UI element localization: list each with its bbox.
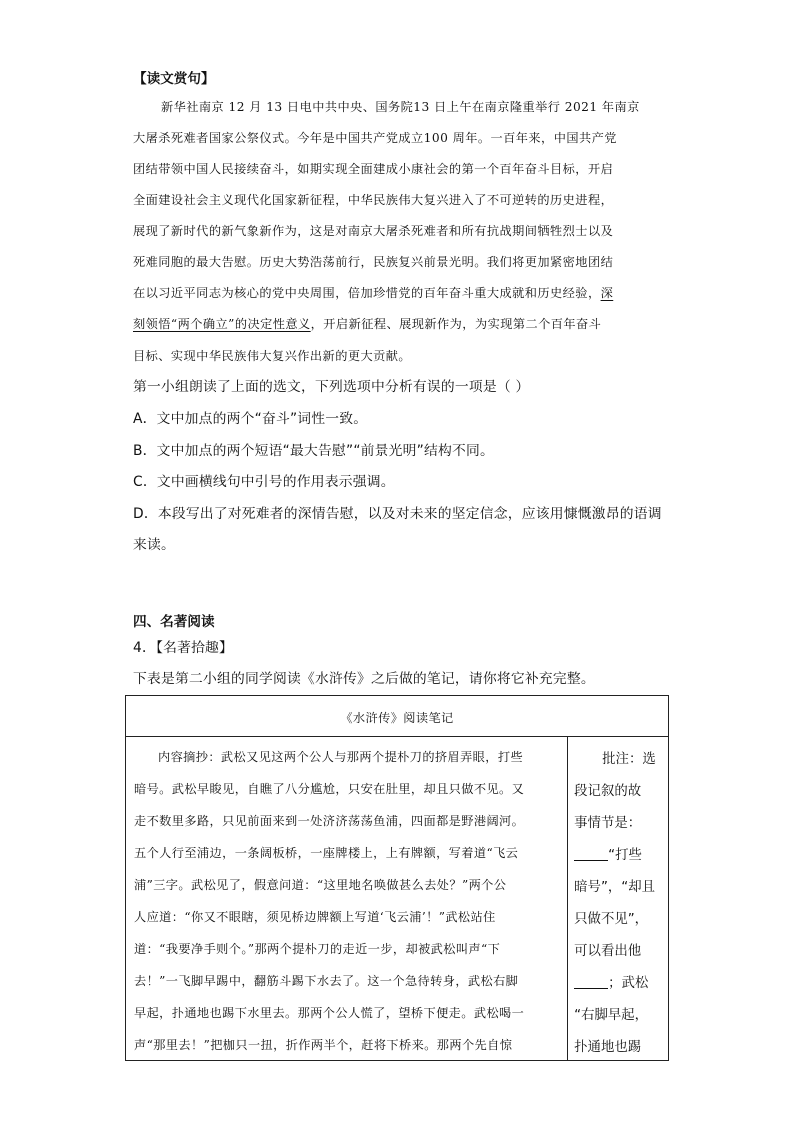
table-title-cell xyxy=(126,696,669,737)
answer-blank-2[interactable] xyxy=(574,975,608,989)
passage-line-9: 目标、实现中华民族伟大复兴作出新的更大贡献。 xyxy=(133,349,412,363)
excerpt-line-9: 早起，扑通地也踢下水里去。那两个公人慌了，望桥下便走。武松喝一 xyxy=(134,1006,525,1020)
underlined-phrase-start: 深 xyxy=(600,286,614,300)
passage-line-3: 团结带领中国人民接续奋斗，如期实现全面建成小康社会的第一个百年奋斗目标，开启 xyxy=(133,162,614,176)
comment-line-3: 事情节是： xyxy=(574,816,642,831)
option-d: D．本段写出了对死难者的深情告慰，以及对未来的坚定信念，应该用慷慨激昂的语调 xyxy=(133,506,662,522)
option-d-continued: 来读。 xyxy=(133,537,175,553)
option-a: A．文中加点的两个“奋斗”词性一致。 xyxy=(133,411,368,427)
excerpt-line-10: 声“那里去！”把枷只一扭，折作两半个，赶将下桥来。那两个先自惊 xyxy=(134,1038,513,1052)
comment-line-5: 暗号”，“却且 xyxy=(574,880,655,895)
passage-line-4: 全面建设社会主义现代化国家新征程，中华民族伟大复兴进入了不可逆转的历史进程， xyxy=(133,193,614,207)
comment-line-7: 可以看出他 xyxy=(574,944,642,959)
excerpt-line-6: 人应道：“你又不眼瞎，须见桥边牌额上写道‘飞云浦’！”武松站住 xyxy=(134,910,496,924)
comment-line-9: “右脚早起， xyxy=(574,1008,649,1023)
answer-blank-1[interactable] xyxy=(574,847,608,861)
passage-line-8-rest: ，开启新征程、展现新作为，为实现第二个百年奋斗 xyxy=(310,317,602,331)
excerpt-line-3: 走不数里多路，只见前面来到一处济济荡荡鱼浦，四面都是野港阔河。 xyxy=(134,814,525,828)
underlined-phrase: 刻领悟“两个确立”的决定性意义 xyxy=(133,317,311,331)
excerpt-line-7: 道：“我要净手则个。”那两个提朴刀的走近一步，却被武松叫声“下 xyxy=(134,942,501,956)
excerpt-line-2: 暗号。武松早睃见，自瞧了八分尴尬，只安在肚里，却且只做不见。又 xyxy=(134,782,525,796)
comment-line-2: 段记叙的故 xyxy=(574,784,642,799)
item-title: 4．【名著拾趣】 xyxy=(133,640,234,656)
comment-line-8 xyxy=(574,972,648,991)
reading-notes-table xyxy=(125,695,669,1061)
passage-line-8 xyxy=(133,316,601,332)
excerpt-cell xyxy=(126,737,568,1061)
excerpt-line-1: 内容摘抄：武松又见这两个公人与那两个提朴刀的挤眉弄眼，打些 xyxy=(158,750,524,764)
excerpt-line-4: 五个人行至浦边，一条阔板桥，一座牌楼上，上有牌额，写着道“飞云 xyxy=(134,846,519,860)
table-content-row xyxy=(126,737,669,1061)
question-text: 第一小组朗读了上面的选文，下列选项中分析有误的一项是（ ） xyxy=(133,379,530,395)
comment-line-4-text: “打些 xyxy=(608,848,642,863)
passage-line-6: 死难同胞的最大告慰。历史大势浩荡前行，民族复兴前景光明。我们将更加紧密地团结 xyxy=(133,255,614,269)
comment-line-6: 只做不见”， xyxy=(574,912,649,927)
passage-line-2: 大屠杀死难者国家公祭仪式。今年是中国共产党成立100 周年。一百年来，中国共产党 xyxy=(133,131,617,145)
option-c: C．文中画横线句中引号的作用表示强调。 xyxy=(133,474,395,490)
passage-line-1: 新华社南京 12 月 13 日电中共中央、国务院13 日上午在南京隆重举行 2021 年南京 xyxy=(161,100,640,114)
comment-line-4 xyxy=(574,844,642,863)
table-intro: 下表是第二小组的同学阅读《水浒传》之后做的笔记，请你将它补充完整。 xyxy=(133,671,595,687)
table-title: 《水浒传》阅读笔记 xyxy=(340,711,454,725)
passage-line-5: 展现了新时代的新气象新作为，这是对南京大屠杀死难者和所有抗战期间牺牲烈士以及 xyxy=(133,224,614,238)
section-heading-classics: 四、名著阅读 xyxy=(133,614,215,630)
excerpt-line-5: 浦”三字。武松见了，假意问道：“这里地名唤做甚么去处？”两个公 xyxy=(134,878,507,892)
comment-line-10: 扑通地也踢 xyxy=(574,1040,642,1055)
section-heading-reading: 【读文赏句】 xyxy=(133,71,215,87)
comment-cell xyxy=(568,737,669,1061)
option-b: B．文中加点的两个短语“最大告慰”“前景光明”结构不同。 xyxy=(133,443,494,459)
comment-line-1: 批注：选 xyxy=(602,752,656,767)
excerpt-line-8: 去！”一飞脚早踢中，翻筋斗踢下水去了。这一个急待转身，武松右脚 xyxy=(134,974,519,988)
comment-line-8-text: ；武松 xyxy=(608,976,649,991)
passage-line-7 xyxy=(133,285,613,301)
table-title-row xyxy=(126,696,669,737)
passage-line-7-text: 在以习近平同志为核心的党中央周围，倍加珍惜党的百年奋斗重大成就和历史经验， xyxy=(133,286,601,300)
